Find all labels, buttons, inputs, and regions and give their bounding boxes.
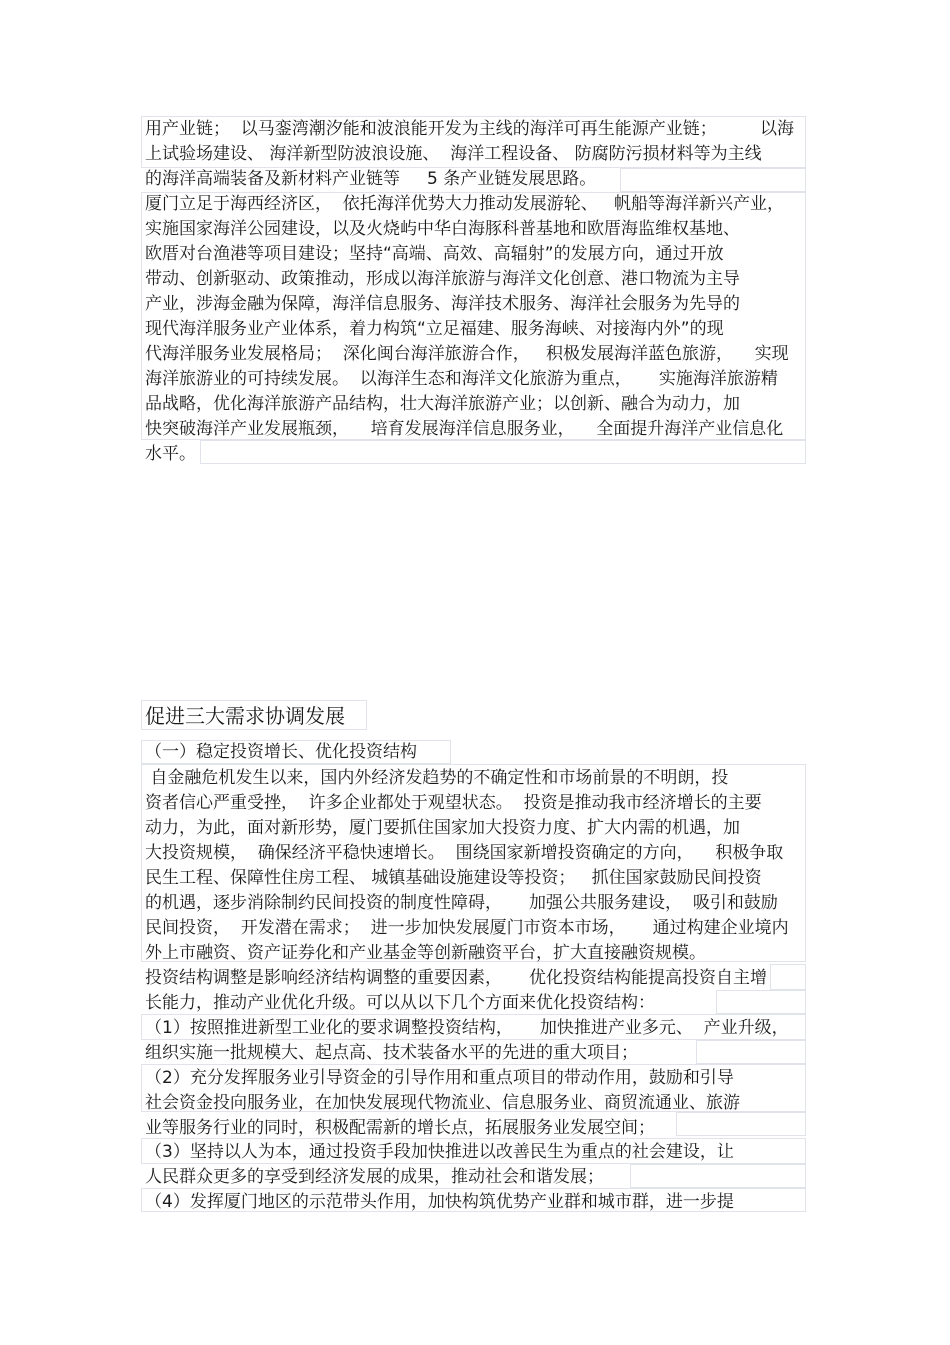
paragraph-line: 现代海洋服务业产业体系，着力构筑“立足福建、服务海峡、对接海内外”的现 <box>145 319 724 339</box>
list-item-line: （3）坚持以人为本，通过投资手段加快推进以改善民生为重点的社会建设，让 <box>145 1142 734 1162</box>
list-item-line: （4）发挥厦门地区的示范带头作用，加快构筑优势产业群和城市群，进一步提 <box>145 1192 734 1212</box>
paragraph-line: 厦门立足于海西经济区， 依托海洋优势大力推动发展游轮、 帆船等海洋新兴产业， <box>145 194 785 214</box>
list-item-line: 社会资金投向服务业，在加快发展现代物流业、信息服务业、商贸流通业、旅游 <box>145 1093 740 1113</box>
paragraph-line: 快突破海洋产业发展瓶颈， 培育发展海洋信息服务业， 全面提升海洋产业信息化 <box>145 419 784 439</box>
paragraph-line: 实施国家海洋公园建设，以及火烧屿中华白海豚科普基地和欧厝海监维权基地、 <box>145 219 740 239</box>
paragraph-line: 的机遇，逐步消除制约民间投资的制度性障碍， 加强公共服务建设， 吸引和鼓励 <box>145 893 778 913</box>
paragraph-line: 动力，为此，面对新形势，厦门要抓住国家加大投资力度、扩大内需的机遇，加 <box>145 818 740 838</box>
paragraph-line: 欧厝对台渔港等项目建设；坚持“高端、高效、高辐射”的发展方向，通过开放 <box>145 244 724 264</box>
list-item-line: （1）按照推进新型工业化的要求调整投资结构， 加快推进产业多元、 产业升级， <box>145 1018 789 1038</box>
paragraph-line: 长能力，推动产业优化升级。可以从以下几个方面来优化投资结构： <box>145 993 655 1013</box>
paragraph-line: 资者信心严重受挫， 许多企业都处于观望状态。 投资是推动我市经济增长的主要 <box>145 793 762 813</box>
paragraph-line: 产业，涉海金融为保障，海洋信息服务、海洋技术服务、海洋社会服务为先导的 <box>145 294 740 314</box>
section-heading: 促进三大需求协调发展 <box>145 704 345 728</box>
paragraph-line: 品战略，优化海洋旅游产品结构，壮大海洋旅游产业；以创新、融合为动力，加 <box>145 394 740 414</box>
paragraph-line: 大投资规模， 确保经济平稳快速增长。 围绕国家新增投资确定的方向， 积极争取 <box>145 843 784 863</box>
paragraph-line: 自金融危机发生以来，国内外经济发趋势的不确定性和市场前景的不明朗，投 <box>145 768 729 788</box>
paragraph-line: 带动、创新驱动、政策推动，形成以海洋旅游与海洋文化创意、港口物流为主导 <box>145 269 740 289</box>
paragraph-line: 上试验场建设、 海洋新型防波浪设施、 海洋工程设备、 防腐防污损材料等为主线 <box>145 144 762 164</box>
paragraph-line: 民间投资， 开发潜在需求； 进一步加快发展厦门市资本市场， 通过构建企业境内 <box>145 918 789 938</box>
paragraph-line: 用产业链； 以马銮湾潮汐能和波浪能开发为主线的海洋可再生能源产业链； 以海 <box>145 119 795 139</box>
paragraph-line: 海洋旅游业的可持续发展。 以海洋生态和海洋文化旅游为重点， 实施海洋旅游精 <box>145 369 778 389</box>
list-item-line: 人民群众更多的享受到经济发展的成果，推动社会和谐发展； <box>145 1167 604 1187</box>
subsection-heading: （一）稳定投资增长、优化投资结构 <box>145 742 417 762</box>
paragraph-line: 外上市融资、资产证券化和产业基金等创新融资平台，扩大直接融资规模。 <box>145 943 706 963</box>
paragraph-line: 投资结构调整是影响经济结构调整的重要因素， 优化投资结构能提高投资自主增 <box>145 968 768 988</box>
paragraph-line: 的海洋高端装备及新材料产业链等 5 条产业链发展思路。 <box>145 169 597 189</box>
paragraph-line: 水平。 <box>145 444 196 464</box>
paragraph-line: 民生工程、保障性住房工程、 城镇基础设施建设等投资； 抓住国家鼓励民间投资 <box>145 868 762 888</box>
paragraph-line: 代海洋服务业发展格局； 深化闽台海洋旅游合作， 积极发展海洋蓝色旅游， 实现 <box>145 344 789 364</box>
list-item-line: 组织实施一批规模大、起点高、技术装备水平的先进的重大项目； <box>145 1043 638 1063</box>
list-item-line: （2）充分发挥服务业引导资金的引导作用和重点项目的带动作用，鼓励和引导 <box>145 1068 734 1088</box>
list-item-line: 业等服务行业的同时，积极配需新的增长点，拓展服务业发展空间； <box>145 1118 655 1138</box>
